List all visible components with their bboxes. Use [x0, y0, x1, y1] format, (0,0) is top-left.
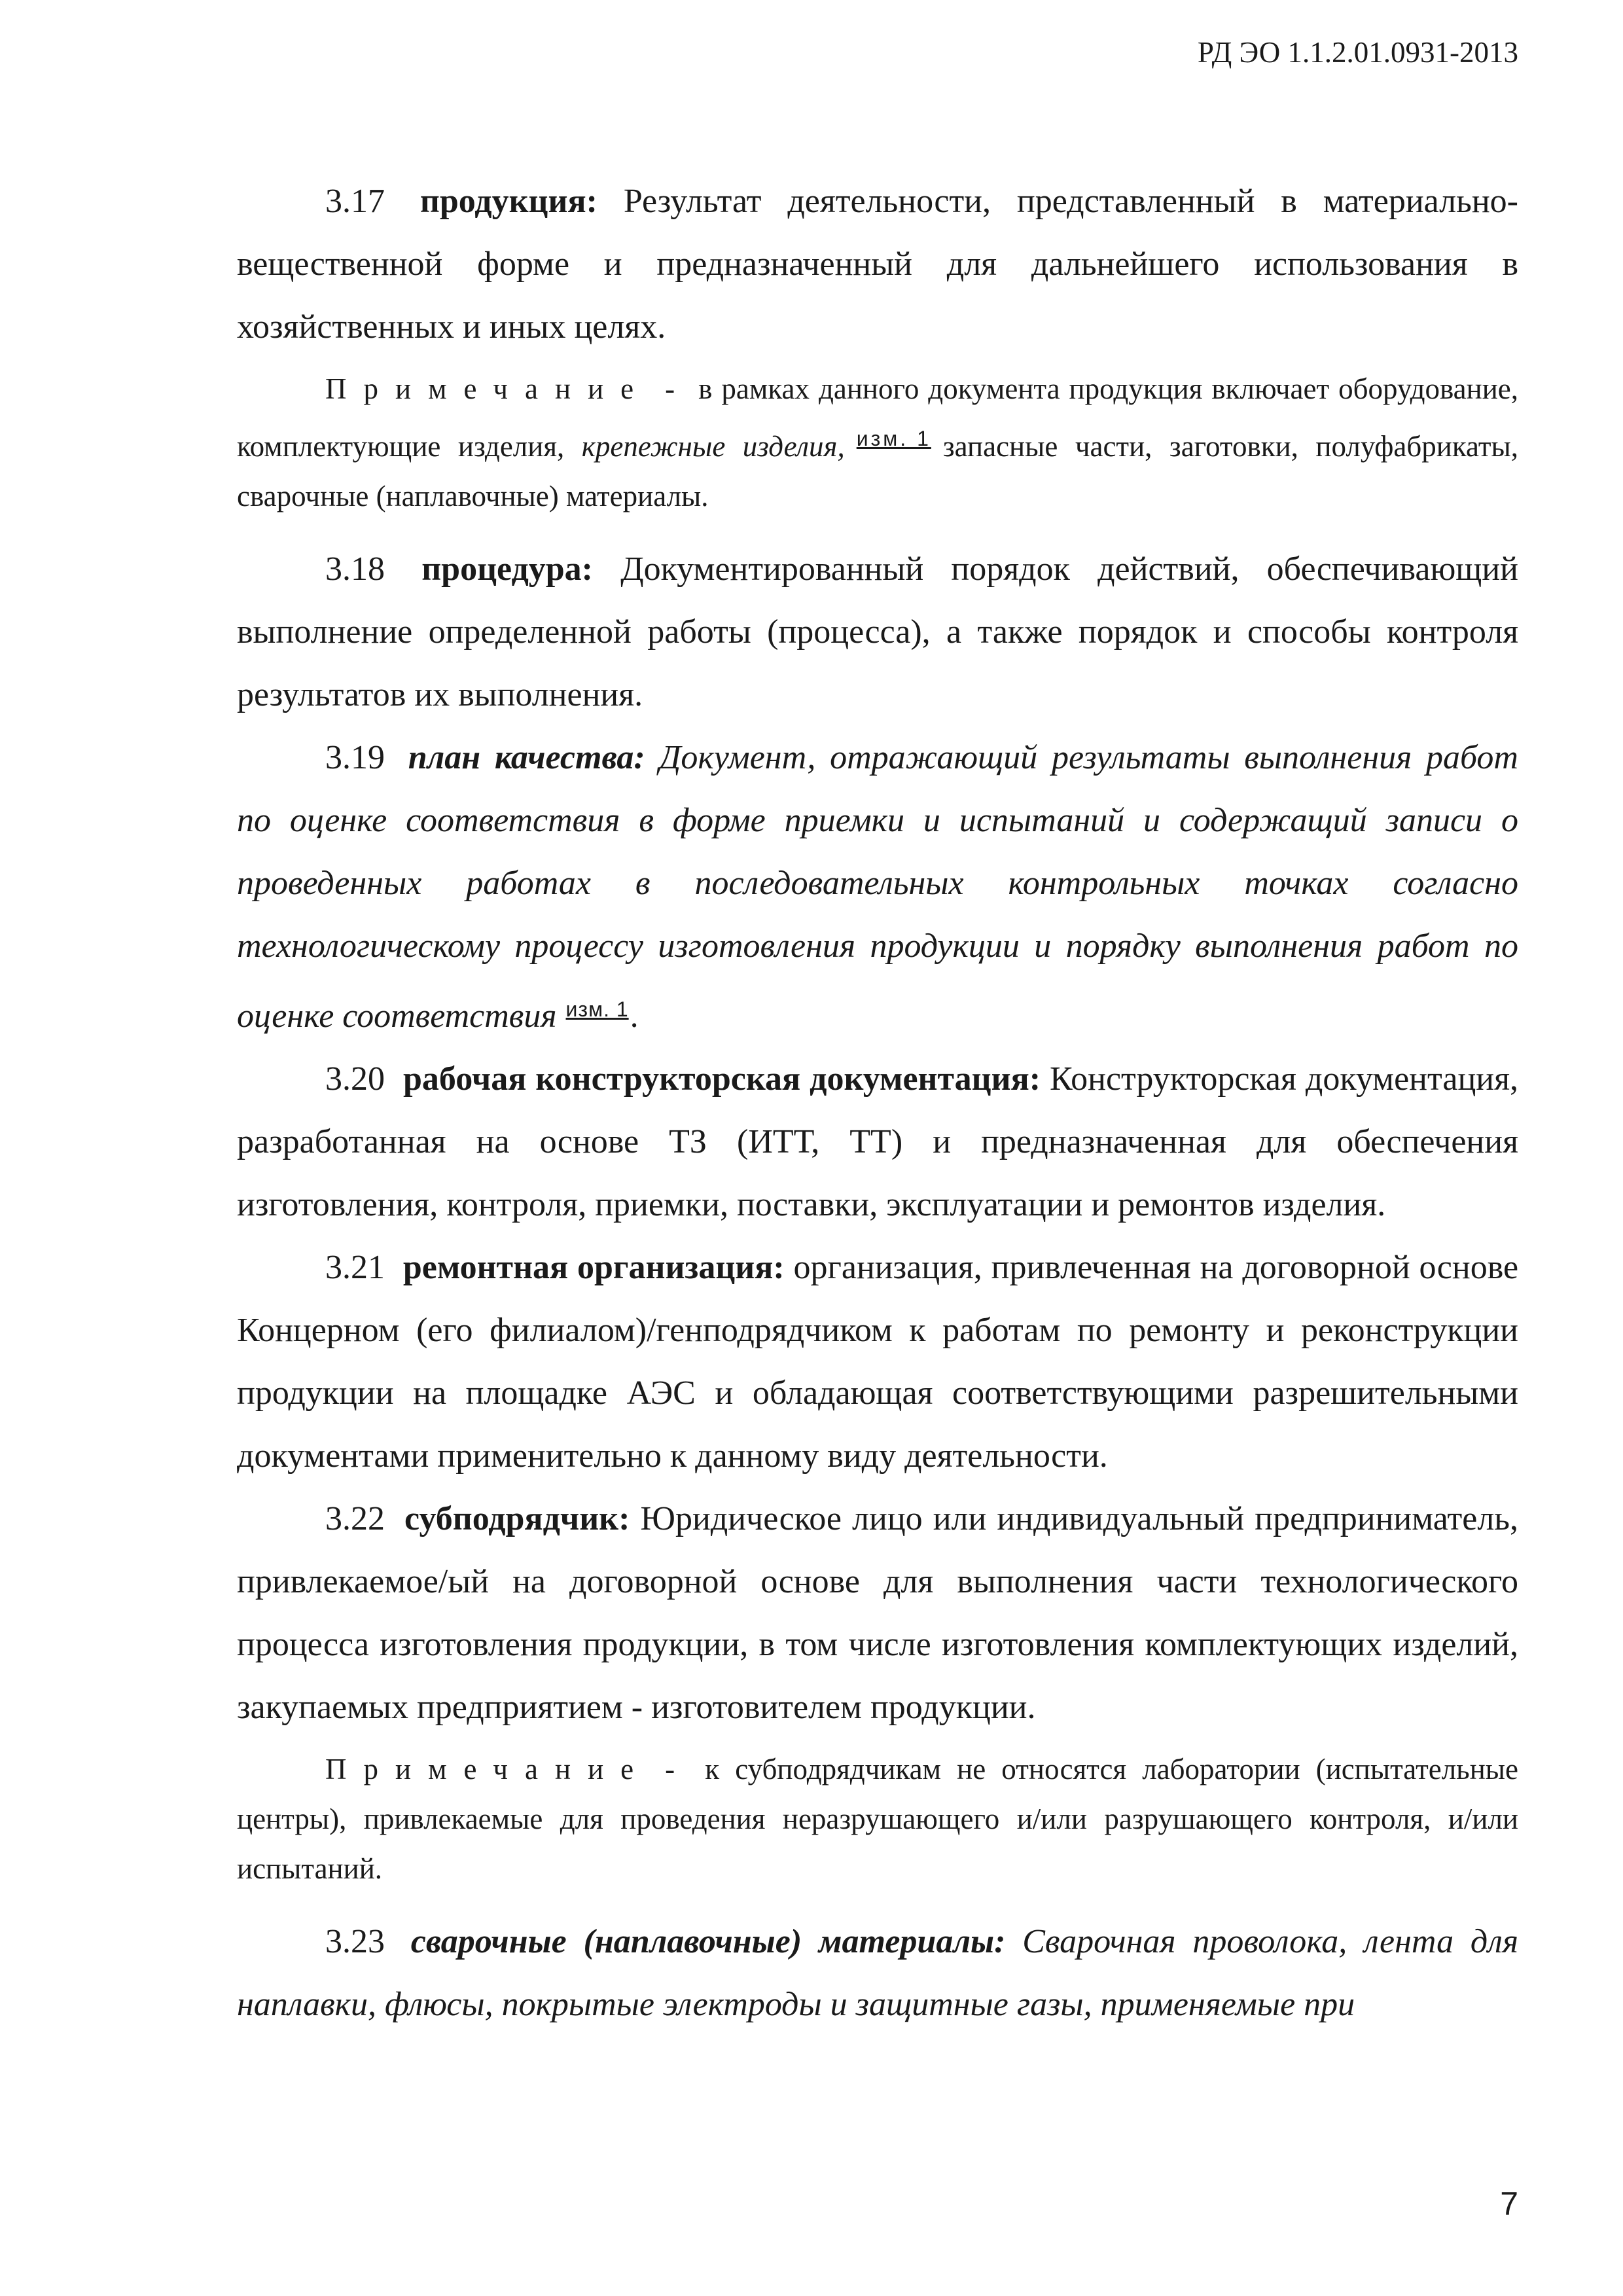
note-text-italic: крепежные изделия,: [581, 430, 845, 463]
term: продукция:: [419, 183, 597, 220]
page-header: РД ЭО 1.1.2.01.0931-2013: [1197, 36, 1518, 69]
term: ремонтная организация:: [402, 1249, 785, 1286]
revision-mark: изм. 1: [856, 427, 931, 450]
definition-text: Результат деятельности, представленный в материально-вещественной форме и предназначенный для дальнейшего использования в хозяйственных и иных целях.: [237, 183, 1518, 346]
note-3-17: [237, 364, 1518, 521]
term: рабочая конструкторская документация:: [403, 1060, 1041, 1098]
definition-3-18: [237, 538, 1518, 726]
note-dash: -: [665, 372, 675, 405]
clause-number: 3.23: [325, 1923, 385, 1960]
definition-text: Документированный порядок действий, обеспечивающий выполнение определенной работы (процесса), а также порядок и способы контроля результатов их выполнения.: [237, 550, 1518, 713]
note-dash: -: [665, 1753, 675, 1785]
end-mark: .: [630, 997, 639, 1035]
clause-number: 3.17: [325, 183, 385, 220]
definition-3-23: [237, 1910, 1518, 2036]
note-text: запасные части, заготовки, полуфабрикаты, сварочные (наплавочные) материалы.: [237, 430, 1518, 512]
clause-number: 3.20: [325, 1060, 385, 1098]
document-body: [237, 170, 1518, 2036]
note-text: в рамках данного документа продукция включает оборудование, комплектующие изделия,: [237, 372, 1519, 463]
definition-3-17: [237, 170, 1518, 359]
definition-text: Конструкторская документация, разработанная на основе ТЗ (ИТТ, ТТ) и предназначенная для обеспечения изготовления, контроля, приемки, поставки, эксплуатации и ремонтов изделия.: [237, 1060, 1519, 1223]
definition-text: организация, привлеченная на договорной основе Концерном (его филиалом)/генподрядчиком к работам по ремонту и реконструкции продукции на площадке АЭС и обладающая соответствующими разрешительными документами применительно к данному виду деятельности.: [237, 1249, 1519, 1475]
clause-number: 3.18: [325, 550, 385, 588]
definition-3-21: [237, 1236, 1518, 1488]
term: процедура:: [421, 550, 593, 588]
term: субподрядчик:: [404, 1500, 630, 1537]
note-text: к субподрядчикам не относятся лаборатории (испытательные центры), привлекаемые для проведения неразрушающего и/или разрушающего контроля, и/или испытаний.: [237, 1753, 1518, 1885]
revision-mark: изм. 1: [565, 997, 629, 1021]
clause-number: 3.19: [325, 739, 385, 776]
definition-text: Сварочная проволока, лента для наплавки, флюсы, покрытые электроды и защитные газы, применяемые при: [237, 1923, 1519, 2023]
definition-3-20: [237, 1048, 1518, 1236]
definition-3-19: [237, 726, 1518, 1048]
term: сварочные (наплавочные) материалы:: [410, 1923, 1006, 1960]
note-label: Примечание: [325, 372, 651, 405]
term: план качества:: [408, 739, 645, 776]
definition-text: Документ, отражающий результаты выполнения работ по оценке соответствия в форме приемки и испытаний и содержащий записи о проведенных работах в последовательных контрольных точках согласно технологическому процессу изготовления продукции и порядку выполнения работ по оценке соответствия: [237, 739, 1518, 1035]
definition-3-22: [237, 1488, 1518, 1739]
page-number: 7: [1500, 2185, 1518, 2222]
definition-text: Юридическое лицо или индивидуальный предприниматель, привлекаемое/ый на договорной основе для выполнения части технологического процесса изготовления продукции, в том числе изготовления комплектующих изделий, закупаемых предприятием - изготовителем продукции.: [237, 1500, 1519, 1726]
note-3-22: [237, 1744, 1518, 1893]
clause-number: 3.21: [325, 1249, 385, 1286]
note-label: Примечание: [325, 1753, 651, 1785]
clause-number: 3.22: [325, 1500, 385, 1537]
